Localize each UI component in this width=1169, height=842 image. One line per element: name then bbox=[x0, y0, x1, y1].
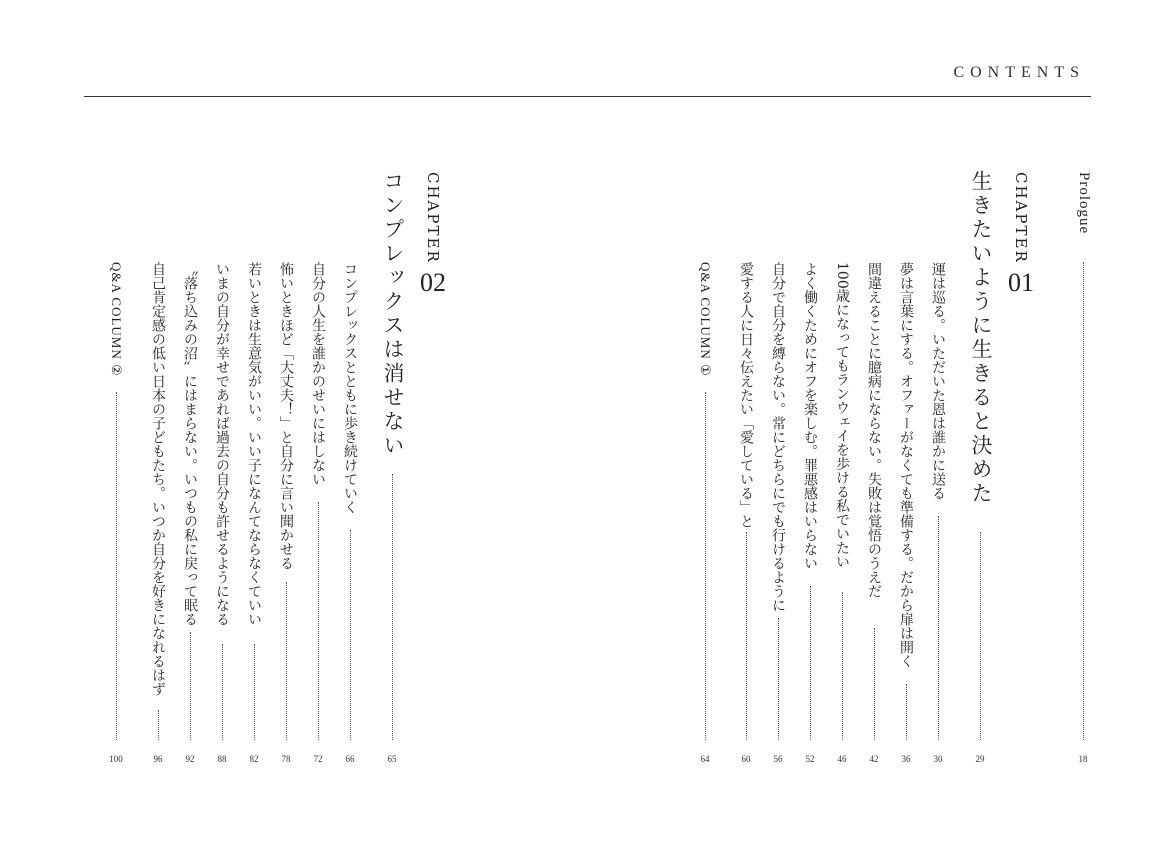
chapter1-item-2[interactable]: 夢は言葉にする。オファーがなくても準備する。だから扉は開く bbox=[898, 262, 914, 668]
chapter1-item-1[interactable]: 運は巡る。いただいた恩は誰かに送る bbox=[930, 262, 946, 500]
chapter1-item-4[interactable]: 100歳になってもランウェイを歩ける私でいたい bbox=[834, 262, 850, 569]
chapter2-title[interactable]: コンプレックスは消せない bbox=[381, 170, 405, 458]
chapter1-item-4-leader bbox=[842, 592, 843, 740]
chapter1-item-3[interactable]: 間違えることに臆病にならない。失敗は覚悟のうえだ bbox=[866, 262, 882, 598]
chapter2-leader bbox=[392, 474, 393, 740]
chapter1-item-7-page: 60 bbox=[741, 754, 751, 764]
chapter1-qa-leader bbox=[705, 392, 706, 740]
chapter2-number: 02 bbox=[420, 268, 446, 297]
chapter2-qa-column[interactable]: Q&A COLUMN ② bbox=[109, 262, 124, 377]
chapter2-page: 65 bbox=[387, 754, 397, 764]
prologue-label[interactable]: Prologue bbox=[1076, 172, 1092, 235]
chapter1-item-1-leader bbox=[938, 516, 939, 740]
chapter2-item-3[interactable]: 怖いときほど「大丈夫！」と自分に言い聞かせる bbox=[278, 262, 294, 570]
chapter1-item-2-leader bbox=[906, 684, 907, 740]
chapter1-item-2-page: 36 bbox=[901, 754, 911, 764]
chapter1-item-7[interactable]: 愛する人に日々伝えたい「愛している」と bbox=[738, 262, 754, 528]
chapter2-qa-leader bbox=[116, 392, 117, 740]
chapter1-item-5[interactable]: よく働くためにオフを楽しむ。罪悪感はいらない bbox=[802, 262, 818, 570]
chapter2-item-2-page: 72 bbox=[313, 754, 323, 764]
prologue-page: 18 bbox=[1078, 754, 1088, 764]
chapter2-item-5[interactable]: いまの自分が幸せであれば過去の自分も許せるようになる bbox=[214, 262, 230, 626]
chapter2-item-7-page: 96 bbox=[153, 754, 163, 764]
chapter2-item-4-leader bbox=[254, 644, 255, 740]
chapter1-item-4-page: 46 bbox=[837, 754, 847, 764]
chapter2-qa-page: 100 bbox=[109, 754, 123, 764]
chapter1-item-5-leader bbox=[810, 586, 811, 740]
chapter1-number: 01 bbox=[1008, 268, 1034, 297]
chapter2-item-4[interactable]: 若いときは生意気がいい。いい子になんてならなくていい bbox=[246, 262, 262, 626]
chapter2-item-7-leader bbox=[158, 710, 159, 740]
chapter2-item-5-page: 88 bbox=[217, 754, 227, 764]
chapter2-item-5-leader bbox=[222, 644, 223, 740]
chapter1-item-1-page: 30 bbox=[933, 754, 943, 764]
header-rule bbox=[84, 96, 1091, 97]
chapter1-item-5-page: 52 bbox=[805, 754, 815, 764]
chapter2-item-7[interactable]: 自己肯定感の低い日本の子どもたち。いつか自分を好きになれるはず bbox=[150, 262, 166, 696]
chapter2-item-2-leader bbox=[318, 502, 319, 740]
chapter2-item-6[interactable]: 〝落ち込みの沼〟にはまらない。いつもの私に戻って眠る bbox=[182, 262, 198, 626]
chapter1-qa-page: 64 bbox=[700, 754, 710, 764]
prologue-leader bbox=[1083, 262, 1084, 740]
chapter2-label: CHAPTER bbox=[424, 172, 442, 264]
chapter1-item-3-leader bbox=[874, 628, 875, 740]
chapter1-item-6-leader bbox=[778, 618, 779, 740]
chapter1-leader bbox=[980, 532, 981, 740]
chapter2-item-3-page: 78 bbox=[281, 754, 291, 764]
chapter2-item-4-page: 82 bbox=[249, 754, 259, 764]
chapter2-item-2[interactable]: 自分の人生を誰かのせいにはしない bbox=[310, 262, 326, 486]
chapter1-qa-column[interactable]: Q&A COLUMN ① bbox=[698, 262, 713, 377]
chapter2-item-1-page: 66 bbox=[345, 754, 355, 764]
chapter2-item-6-page: 92 bbox=[185, 754, 195, 764]
chapter1-item-6-page: 56 bbox=[773, 754, 783, 764]
chapter1-item-7-leader bbox=[746, 532, 747, 740]
chapter1-page: 29 bbox=[975, 754, 985, 764]
contents-title: CONTENTS bbox=[953, 64, 1085, 81]
chapter1-item-3-page: 42 bbox=[869, 754, 879, 764]
chapter2-item-6-leader bbox=[190, 632, 191, 740]
chapter2-item-1[interactable]: コンプレックスとともに歩き続けていく bbox=[342, 262, 358, 514]
chapter2-item-3-leader bbox=[286, 582, 287, 740]
chapter1-item-6[interactable]: 自分で自分を縛らない。常にどちらにでも行けるように bbox=[770, 262, 786, 612]
chapter2-item-1-leader bbox=[350, 530, 351, 740]
chapter1-title[interactable]: 生きたいように生きると決めた bbox=[969, 170, 993, 506]
chapter1-label: CHAPTER bbox=[1012, 172, 1030, 264]
